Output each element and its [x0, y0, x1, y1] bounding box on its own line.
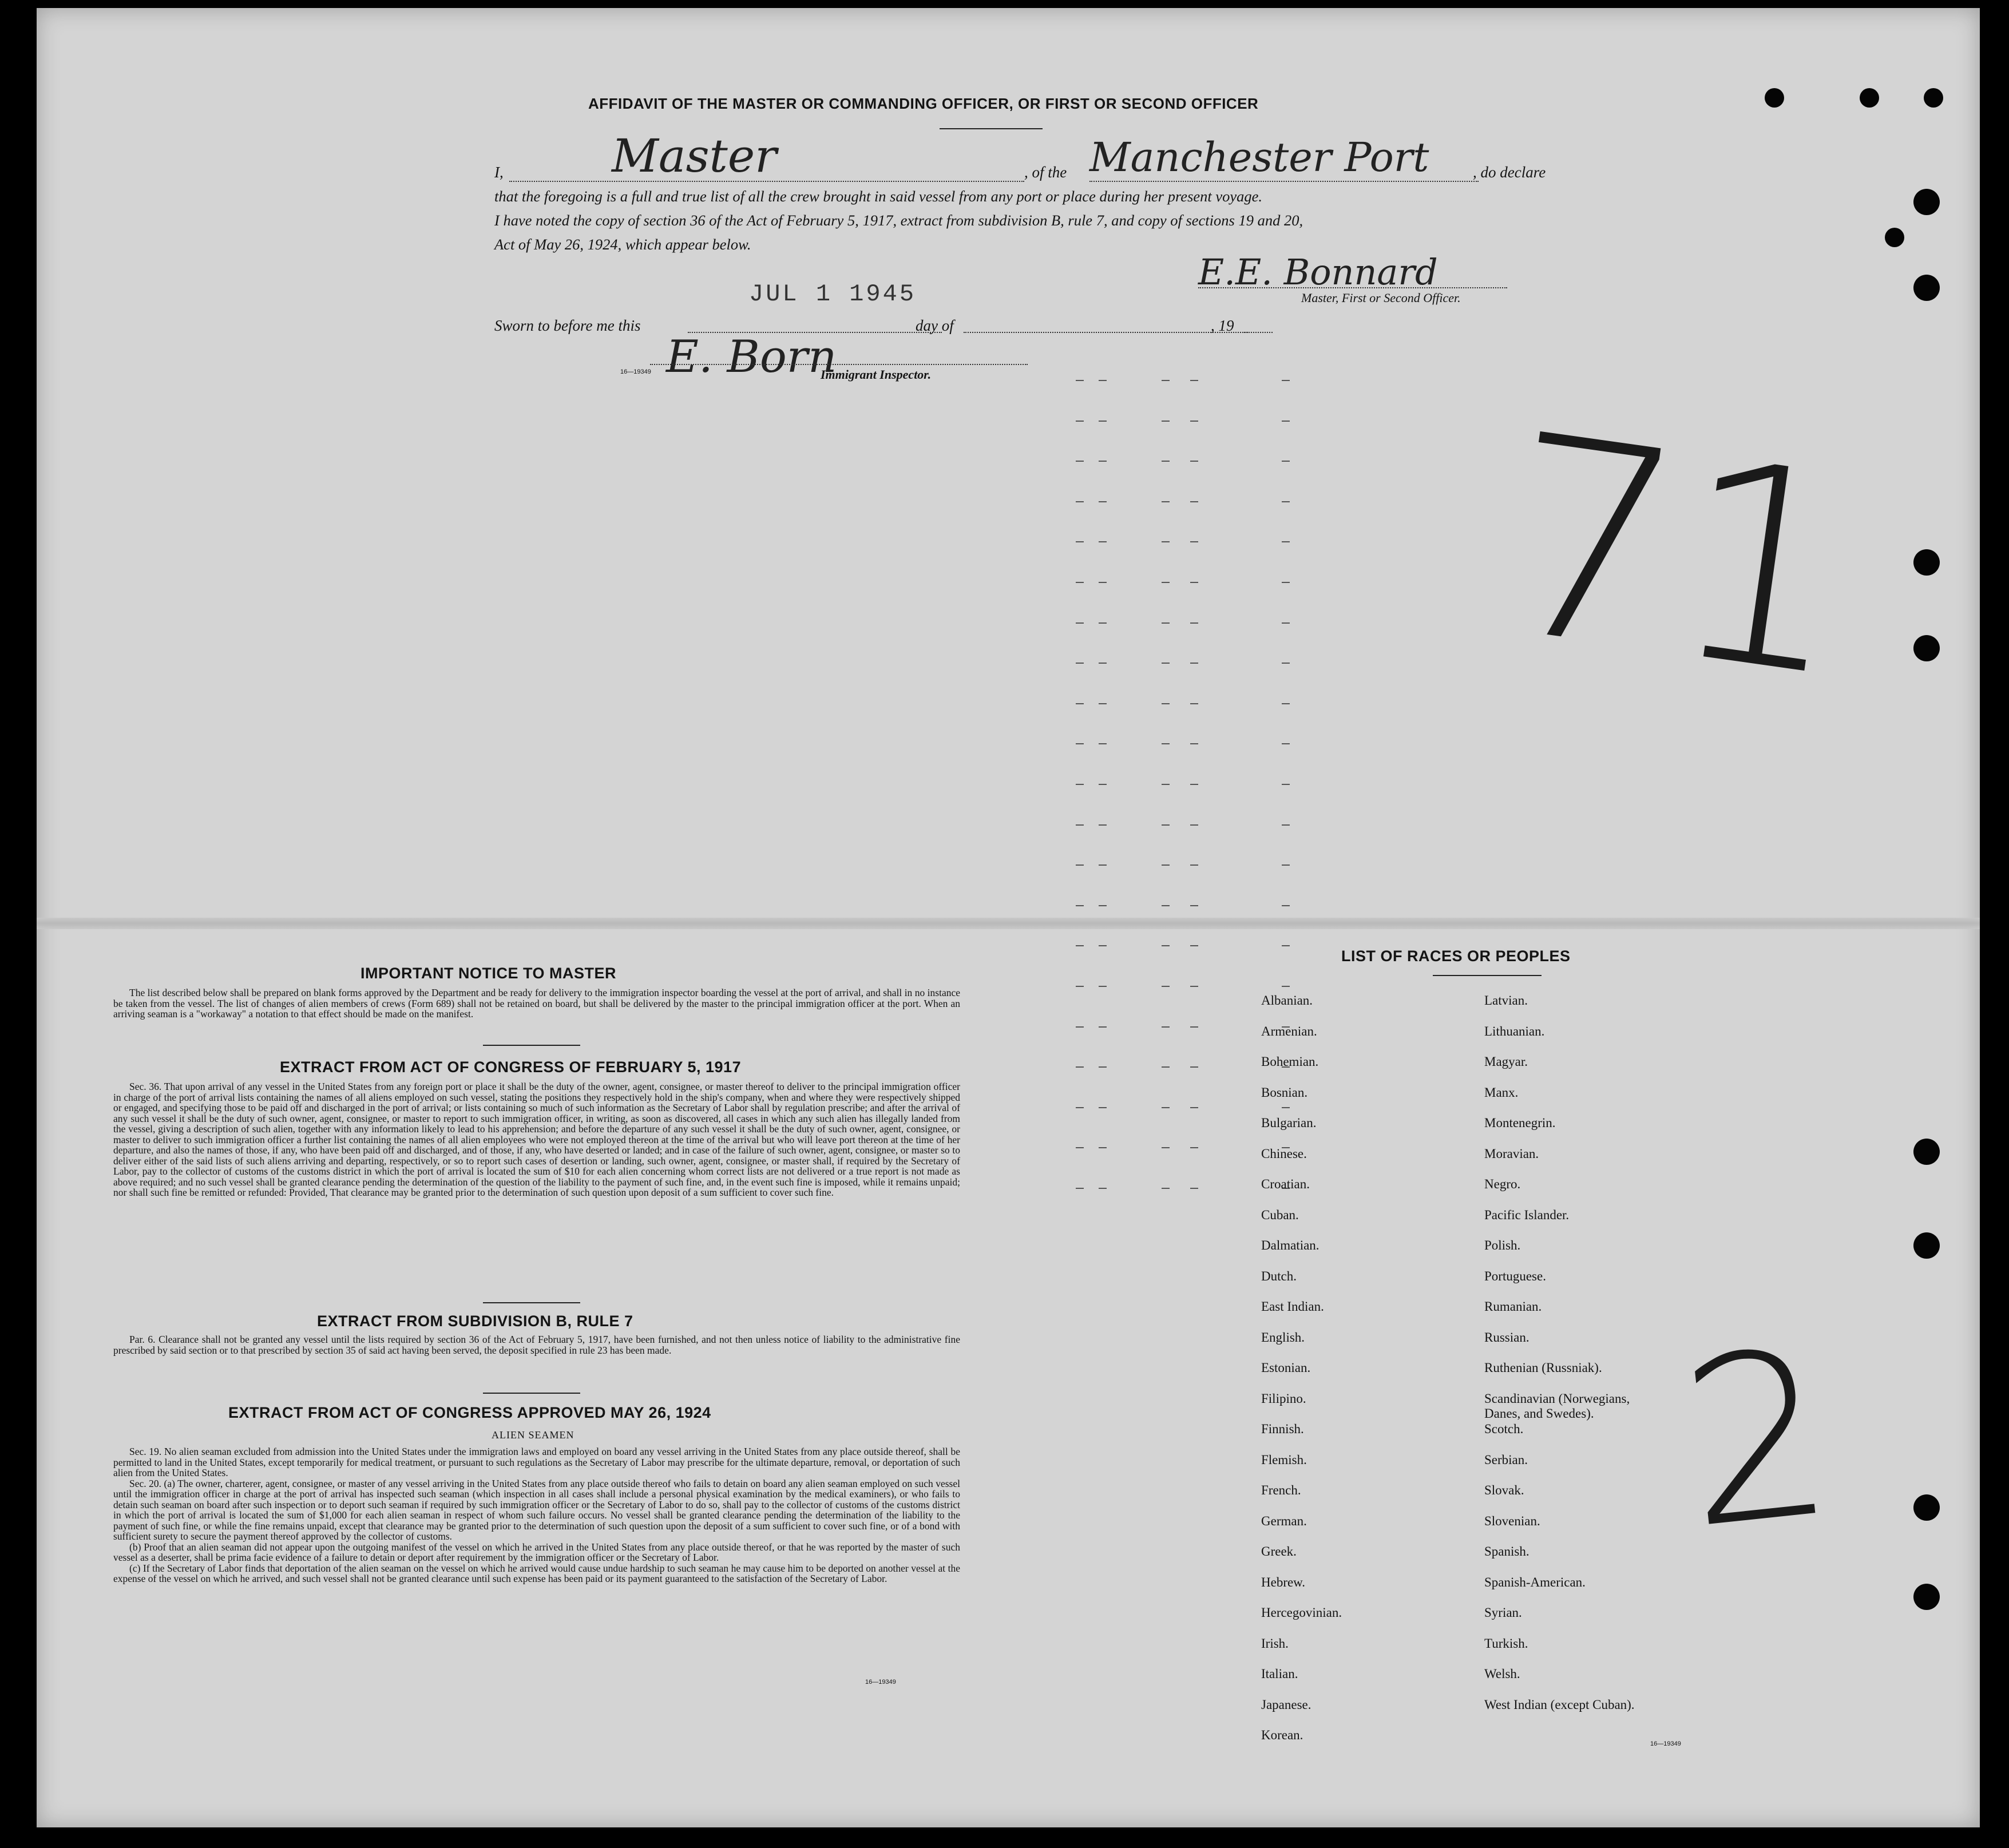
punch-hole [1913, 1584, 1940, 1610]
ghost-dash [1190, 421, 1198, 422]
races-rule [1433, 975, 1542, 976]
ghost-dash [1190, 541, 1198, 542]
race-item: Cuban. [1261, 1207, 1299, 1222]
race-item: Slovak. [1484, 1483, 1524, 1497]
race-item: French. [1261, 1483, 1301, 1497]
ghost-dash [1190, 1107, 1198, 1108]
extract-1917-title: EXTRACT FROM ACT OF CONGRESS OF FEBRUARY 5, 1917 [280, 1058, 742, 1076]
ghost-dash [1282, 461, 1290, 462]
race-item: Spanish. [1484, 1544, 1529, 1558]
ghost-dash [1282, 986, 1290, 987]
day-of-label: day of [916, 317, 954, 334]
race-item: Dalmatian. [1261, 1238, 1319, 1252]
race-item: Lithuanian. [1484, 1024, 1545, 1038]
race-item: Pacific Islander. [1484, 1207, 1570, 1222]
punch-hole [1885, 228, 1904, 247]
races-title: LIST OF RACES OR PEOPLES [1341, 947, 1571, 965]
sec-20a-paragraph: Sec. 20. (a) The owner, charterer, agent, consignee, or master of any vessel arriving in the United States from any place outside thereof who fails to detain on board any alien seaman employed on such vessel until the immigration officer in charge at the port of arrival has inspected such seaman (which inspection in all cases shall include a personal physical examination by the medical examiners), or who fails to detain such seaman on board after such inspection or to deport such seaman if required by such immigration officer or the Secretary of Labor to do so, shall pay to the collector of customs of the customs district in which the port of arrival is located the sum of $1,000 for each alien seaman in respect of whom such failure occurs. No vessel shall be granted clearance pending the determination of the liability to the payment of such fine, or while the fine remains unpaid, except that clearance may be granted prior to the determination of such question upon the deposit of a sum sufficient to cover such fine, or of a bond with sufficient surety to secure the payment thereof approved by the collector of customs. [113, 1477, 960, 1542]
extract-1924-title: EXTRACT FROM ACT OF CONGRESS APPROVED MAY 26, 1924 [228, 1404, 711, 1421]
ghost-dash-row [1076, 582, 1328, 622]
vessel-line [1089, 181, 1479, 182]
ghost-dash [1076, 663, 1084, 664]
ghost-dash [1076, 1147, 1084, 1148]
ghost-dash [1076, 501, 1084, 502]
race-item: Japanese. [1261, 1697, 1311, 1712]
ghost-dash [1076, 945, 1084, 946]
inspector-line [650, 364, 1028, 365]
ghost-dash [1162, 582, 1170, 583]
race-item: Scotch. [1484, 1422, 1524, 1436]
race-item: Negro. [1484, 1177, 1521, 1191]
race-item: Moravian. [1484, 1146, 1539, 1161]
rule7-rule [483, 1393, 580, 1394]
race-item: English. [1261, 1330, 1305, 1345]
handwritten-name: Master [612, 129, 777, 183]
sec-20c-paragraph: (c) If the Secretary of Labor finds that deportation of the alien seaman on the vessel on which he arrived would cause undue hardship to such seaman he may cause him to be deported on another vessel at the expense of the vessel on which he arrived, and such vessel shall not be granted clearance until such expense has been paid or its payment guaranteed to the satisfaction of the Secretary of Labor. [113, 1562, 960, 1584]
ghost-dash [1076, 1107, 1084, 1108]
ghost-dash [1162, 622, 1170, 624]
race-item: Armenian. [1261, 1024, 1317, 1038]
form-number-top: 16—19349 [620, 368, 651, 375]
ghost-dash [1076, 824, 1084, 826]
ghost-dash [1190, 1147, 1198, 1148]
affidavit-line-3: I have noted the copy of section 36 of the Act of February 5, 1917, extract from subdivision B, rule 7, and copy of sections 19 and 20, [494, 212, 1303, 229]
punch-hole [1913, 1494, 1940, 1521]
race-item: Bulgarian. [1261, 1116, 1317, 1130]
handwritten-number-lower: 2 [1671, 1299, 1844, 1580]
ghost-dash-row [1076, 461, 1328, 501]
ghost-dash [1162, 824, 1170, 826]
race-item: East Indian. [1261, 1299, 1324, 1314]
race-item: Manx. [1484, 1085, 1519, 1100]
notice-text [113, 988, 960, 1020]
ghost-dash [1076, 461, 1084, 462]
do-declare-label: , do declare [1473, 164, 1546, 181]
ghost-dash [1190, 1026, 1198, 1028]
form-number-races: 16—19349 [1650, 1740, 1681, 1747]
race-item: Scandinavian (Norwegians, [1484, 1391, 1630, 1406]
ghost-dash [1190, 1188, 1198, 1189]
ghost-dash [1282, 663, 1290, 664]
ghost-dash [1190, 461, 1198, 462]
ghost-dash-row [1076, 501, 1328, 542]
ghost-dash-row [1076, 784, 1328, 824]
ghost-dash [1162, 380, 1170, 381]
ghost-dash-row [1076, 663, 1328, 703]
ghost-dash [1099, 1188, 1107, 1189]
punch-hole [1765, 88, 1784, 108]
ghost-dash [1099, 1026, 1107, 1028]
ghost-dash [1162, 1147, 1170, 1148]
ghost-dash [1162, 864, 1170, 866]
punch-hole [1924, 88, 1943, 108]
inspector-signature: E. Born [666, 331, 837, 383]
ghost-dash [1282, 380, 1290, 381]
ghost-dash [1282, 824, 1290, 826]
ghost-dash [1099, 421, 1107, 422]
ghost-dash [1099, 1066, 1107, 1068]
ghost-table-dashes [1076, 380, 1328, 1228]
sec-19-paragraph: Sec. 19. No alien seaman excluded from admission into the United States under the immigration laws and employed on board any vessel arriving in the United States from any place outside thereof, shall be permitted to land in the United States, except temporarily for medical treatment, or pursuant to such regulations as the Secretary of Labor may prescribe for the ultimate departure, removal, or deportation of such alien from the United States. [113, 1446, 960, 1478]
ghost-dash [1076, 582, 1084, 583]
ghost-dash [1162, 1026, 1170, 1028]
rule7-paragraph: Par. 6. Clearance shall not be granted any vessel until the lists required by section 36 of the Act of February 5, 1917, have been furnished, and not then unless notice of liability to the administrative fine prescribed by said section or to that prescribed by section 35 of said act having been served, the deposit specified in rule 23 has been made. [113, 1334, 960, 1356]
race-item: German. [1261, 1513, 1307, 1528]
ghost-dash [1282, 905, 1290, 906]
sec-20b-paragraph: (b) Proof that an alien seaman did not appear upon the outgoing manifest of the vessel on which he arrived in the United States from any place outside thereof, or that he was reported by the master of such vessel as a deserter, shall be prima facie evidence of a failure to detain or deport after requirement by the immigration officer or the Secretary of Labor. [113, 1541, 960, 1563]
extract-1917-text [113, 1081, 960, 1198]
ghost-dash [1190, 622, 1198, 624]
signature-caption: Master, First or Second Officer. [1301, 291, 1461, 305]
punch-hole [1913, 1139, 1940, 1165]
race-item: Rumanian. [1484, 1299, 1542, 1314]
ghost-dash [1190, 380, 1198, 381]
race-item: Estonian. [1261, 1361, 1311, 1375]
race-item: Ruthenian (Russniak). [1484, 1361, 1602, 1375]
ghost-dash [1076, 986, 1084, 987]
ghost-dash [1099, 1147, 1107, 1148]
race-item: Filipino. [1261, 1391, 1306, 1406]
ghost-dash [1190, 1066, 1198, 1068]
extract-1917-rule [483, 1302, 580, 1303]
affidavit-line-4: Act of May 26, 1924, which appear below. [494, 236, 751, 253]
year-label: , 19 [1211, 317, 1234, 334]
handwritten-number-upper: 71 [1481, 374, 1872, 740]
notice-title: IMPORTANT NOTICE TO MASTER [360, 965, 616, 982]
ghost-dash [1162, 663, 1170, 664]
document-page [37, 8, 1980, 1827]
date-stamp: JUL 1 1945 [749, 280, 917, 308]
race-item: Latvian. [1484, 993, 1528, 1008]
ghost-dash [1162, 986, 1170, 987]
ghost-dash [1162, 541, 1170, 542]
ghost-dash-row [1076, 380, 1328, 421]
punch-hole [1913, 189, 1940, 215]
ghost-dash [1190, 986, 1198, 987]
extract-1924-text [113, 1446, 960, 1584]
ghost-dash [1162, 461, 1170, 462]
ghost-dash [1162, 1066, 1170, 1068]
race-item: Welsh. [1484, 1667, 1520, 1681]
ghost-dash [1162, 743, 1170, 744]
ghost-dash [1162, 905, 1170, 906]
ghost-dash [1162, 784, 1170, 785]
i-label: I, [494, 164, 504, 181]
race-item: West Indian (except Cuban). [1484, 1697, 1635, 1712]
ghost-dash [1099, 945, 1107, 946]
race-item: Bosnian. [1261, 1085, 1308, 1100]
ghost-dash [1099, 461, 1107, 462]
form-number-notice: 16—19349 [865, 1679, 896, 1686]
race-item: Chinese. [1261, 1146, 1307, 1161]
race-item: Montenegrin. [1484, 1116, 1556, 1130]
ghost-dash [1190, 945, 1198, 946]
ghost-dash [1162, 421, 1170, 422]
race-item: Syrian. [1484, 1605, 1522, 1620]
ghost-dash [1282, 703, 1290, 704]
ghost-dash [1190, 582, 1198, 583]
ghost-dash [1190, 703, 1198, 704]
ghost-dash [1282, 784, 1290, 785]
race-item: Bohemian. [1261, 1054, 1319, 1069]
ghost-dash [1076, 864, 1084, 866]
ghost-dash-row [1076, 622, 1328, 663]
ghost-dash [1099, 905, 1107, 906]
ghost-dash [1190, 864, 1198, 866]
ghost-dash [1076, 905, 1084, 906]
ghost-dash-row [1076, 824, 1328, 865]
ghost-dash [1076, 1026, 1084, 1028]
ghost-dash [1282, 541, 1290, 542]
ghost-dash-row [1076, 703, 1328, 744]
ghost-dash-row [1076, 421, 1328, 461]
punch-hole [1913, 275, 1940, 301]
race-item: Hercegovinian. [1261, 1605, 1342, 1620]
inspector-caption: Immigrant Inspector. [821, 367, 932, 382]
ghost-dash [1282, 945, 1290, 946]
ghost-dash [1076, 421, 1084, 422]
race-item: Irish. [1261, 1636, 1289, 1651]
ghost-dash [1099, 864, 1107, 866]
ghost-dash [1099, 824, 1107, 826]
notice-paragraph: The list described below shall be prepared on blank forms approved by the Department and be ready for delivery to the immigration inspector boarding the vessel at the port of arrival, and shall in no instance be taken from the vessel. The list of changes of alien members of crews (Form 689) shall not be retained on board, but shall be delivered by the master to the principal immigration officer at the port. When an arriving seaman is a "workaway" a notation to that effect should be made on the manifest. [113, 987, 960, 1020]
master-signature: E.E. Bonnard [1198, 251, 1438, 293]
race-item: Slovenian. [1484, 1513, 1540, 1528]
ghost-dash [1099, 501, 1107, 502]
race-item: Portuguese. [1484, 1268, 1546, 1283]
ghost-dash-row [1076, 541, 1328, 582]
ghost-dash [1076, 1188, 1084, 1189]
ghost-dash [1282, 421, 1290, 422]
ghost-dash [1162, 1107, 1170, 1108]
ghost-dash [1282, 1107, 1290, 1108]
notice-rule [483, 1045, 580, 1046]
ghost-dash-row [1076, 743, 1328, 784]
extract-1917-paragraph: Sec. 36. That upon arrival of any vessel in the United States from any foreign port or place it shall be the duty of the owner, agent, consignee, or master thereof to deliver to the principal immigration officer in charge of the port of arrival lists containing the names of all aliens employed on such vessel, stating the positions they respectively hold in the ship's company, when and where they were respectively shipped or engaged, and specifying those to be paid off and discharged in the port of arrival; or lists containing so much of such information as the Secretary of Labor shall by regulation prescribe; and after the arrival of any such vessel it shall be the duty of such owner, agent, consignee, or master to report to such immigration officer, in writing, as soon as discovered, all cases in which any such alien has illegally landed from the vessel, giving a description of such alien, together with any information likely to lead to his apprehension; and before the departure of any such vessel it shall be the duty of such owner, agent, consignee, or master to deliver to such immigration officer a further list containing the names of all alien employees who were not employed thereon at the time of the arrival but who will leave port thereon at the time of her departure, and also the names of those, if any, who have been paid off and discharged, and of those, if any, who have deserted or landed; and in case of the failure of such owner, agent, consignee, or master so to deliver either of the said lists of such aliens arriving and departing, respectively, or so to report such cases of desertion or landing, such owner, agent, consignee, or master shall, if required by the Secretary of Labor, pay to the collector of customs of the customs district in which the port of arrival is located the sum of $10 for each alien concerning whom correct lists are not delivered or a true report is not made as above required; and no such vessel shall be granted clearance pending the determination of the question of the liability to the payment of such fine, and, in the event such fine is imposed, while it remains unpaid; nor shall such fine be remitted or refunded: Provided, That clearance may be granted prior to the determination of such question upon deposit of a sum sufficient to cover such fine. [113, 1081, 960, 1198]
race-item: Russian. [1484, 1330, 1529, 1345]
rule7-title: EXTRACT FROM SUBDIVISION B, RULE 7 [317, 1312, 633, 1330]
sworn-month-line [964, 332, 1250, 333]
race-item: Croatian. [1261, 1177, 1310, 1191]
ghost-dash [1076, 380, 1084, 381]
sworn-label: Sworn to before me this [494, 317, 641, 334]
ghost-dash [1076, 784, 1084, 785]
ghost-dash [1282, 864, 1290, 866]
race-item: Dutch. [1261, 1268, 1297, 1283]
ghost-dash-row [1076, 864, 1328, 905]
ghost-dash [1162, 501, 1170, 502]
ghost-dash [1076, 1066, 1084, 1068]
affidavit-title: AFFIDAVIT OF THE MASTER OR COMMANDING OFFICER, OR FIRST OR SECOND OFFICER [588, 95, 1259, 112]
race-item: Korean. [1261, 1728, 1303, 1742]
race-item: Finnish. [1261, 1422, 1304, 1436]
race-item: Flemish. [1261, 1452, 1307, 1467]
ghost-dash [1076, 541, 1084, 542]
race-item: Turkish. [1484, 1636, 1528, 1651]
page-fold [37, 918, 1980, 929]
punch-hole [1860, 88, 1879, 108]
ghost-dash [1099, 663, 1107, 664]
ghost-dash [1190, 905, 1198, 906]
ghost-dash [1282, 743, 1290, 744]
sworn-year-line [1244, 332, 1273, 333]
ghost-dash [1099, 743, 1107, 744]
rule7-text [113, 1334, 960, 1355]
handwritten-vessel: Manchester Port [1089, 134, 1429, 181]
ghost-dash [1190, 743, 1198, 744]
race-item: Greek. [1261, 1544, 1297, 1558]
ghost-dash [1190, 663, 1198, 664]
punch-hole [1913, 635, 1940, 661]
ghost-dash [1162, 1188, 1170, 1189]
ghost-dash [1099, 986, 1107, 987]
extract-1924-subtitle: ALIEN SEAMEN [492, 1429, 574, 1441]
punch-hole [1913, 1232, 1940, 1259]
ghost-dash [1099, 784, 1107, 785]
ghost-dash [1099, 582, 1107, 583]
ghost-dash [1190, 784, 1198, 785]
ghost-dash [1190, 824, 1198, 826]
ghost-dash [1099, 622, 1107, 624]
signature-line [1198, 287, 1507, 288]
ghost-dash [1162, 703, 1170, 704]
punch-hole [1913, 549, 1940, 576]
race-item: Danes, and Swedes). [1484, 1406, 1594, 1421]
ghost-dash-row [1076, 945, 1328, 986]
ghost-dash [1099, 380, 1107, 381]
ghost-dash [1099, 1107, 1107, 1108]
race-item: Magyar. [1484, 1054, 1528, 1069]
ghost-dash [1282, 501, 1290, 502]
ghost-dash [1076, 703, 1084, 704]
race-item: Hebrew. [1261, 1575, 1306, 1589]
ghost-dash [1162, 945, 1170, 946]
of-the-label: , of the [1024, 164, 1067, 181]
ghost-dash [1076, 622, 1084, 624]
ghost-dash [1099, 703, 1107, 704]
race-item: Polish. [1484, 1238, 1521, 1252]
affidavit-line-2: that the foregoing is a full and true list of all the crew brought in said vessel from any port or place during her present voyage. [494, 188, 1263, 205]
ghost-dash-row [1076, 905, 1328, 946]
race-item: Albanian. [1261, 993, 1313, 1008]
title-rule [940, 128, 1043, 129]
ghost-dash [1282, 622, 1290, 624]
ghost-dash [1076, 743, 1084, 744]
ghost-dash [1190, 501, 1198, 502]
race-item: Spanish-American. [1484, 1575, 1586, 1589]
ghost-dash [1099, 541, 1107, 542]
race-item: Italian. [1261, 1667, 1298, 1681]
race-item: Serbian. [1484, 1452, 1528, 1467]
ghost-dash [1282, 582, 1290, 583]
